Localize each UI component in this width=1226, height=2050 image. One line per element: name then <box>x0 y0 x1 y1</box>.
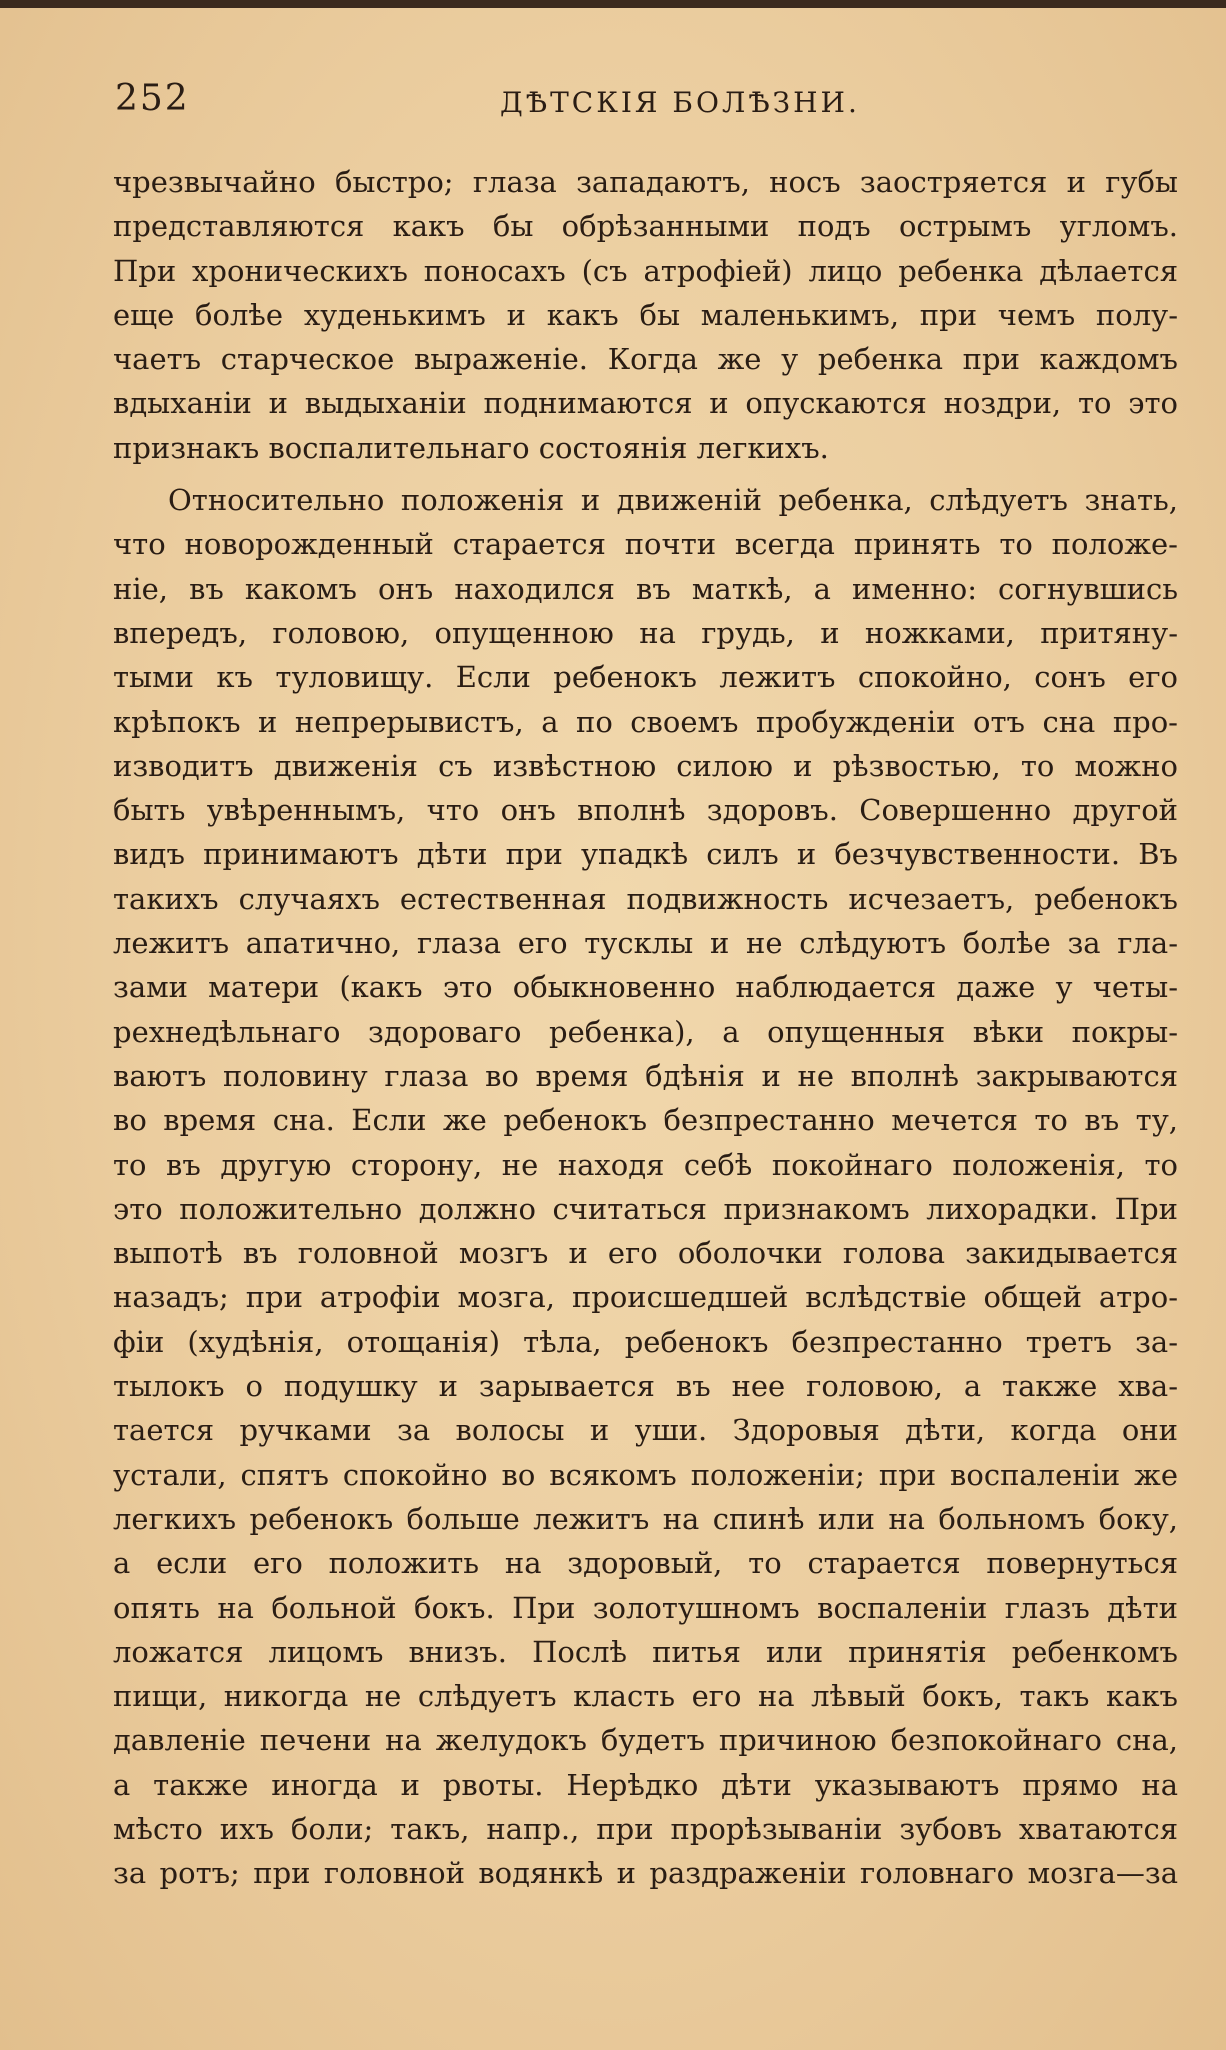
text-line: во время сна. Если же ребенокъ безпрестанно мечется то въ ту, <box>113 1103 1178 1138</box>
text-line: ніе, въ какомъ онъ находился въ маткѣ, а именно: согнувшись <box>113 571 1178 606</box>
text-line: чрезвычайно быстро; глаза западаютъ, носъ заостряется и губы <box>113 165 1178 199</box>
page-number: 252 <box>115 78 190 119</box>
text-line: ваютъ половину глаза во время бдѣнія и не вполнѣ закрываются <box>113 1058 1178 1093</box>
text-line: крѣпокъ и непрерывистъ, а по своемъ пробужденіи отъ сна про- <box>113 704 1178 739</box>
text-line: При хроническихъ поносахъ (съ атрофіей) лицо ребенка дѣлается <box>113 253 1178 288</box>
text-line: назадъ; при атрофіи мозга, происшедшей вслѣдствіе общей атро- <box>113 1280 1178 1315</box>
text-line: изводитъ движенія съ извѣстною силою и рѣзвостью, то можно <box>113 748 1178 783</box>
text-line: признакъ воспалительнаго состоянія легкихъ. <box>113 430 829 465</box>
paragraph-gap <box>113 470 1178 478</box>
text-line: выпотѣ въ головной мозгъ и его оболочки голова закидывается <box>113 1236 1178 1271</box>
text-line: пищи, никогда не слѣдуетъ класть его на лѣвый бокъ, такъ какъ <box>113 1679 1178 1714</box>
text-line: давленіе печени на желудокъ будетъ причиною безпокойнаго сна, <box>113 1723 1178 1758</box>
text-line: впередъ, головою, опущенною на грудь, и ножками, притяну- <box>113 615 1178 650</box>
text-line: устали, спятъ спокойно во всякомъ положеніи; при воспаленіи же <box>113 1457 1178 1492</box>
text-line: легкихъ ребенокъ больше лежитъ на спинѣ или на больномъ боку, <box>113 1501 1178 1536</box>
body-text <box>113 160 1178 1896</box>
text-line: еще болѣе худенькимъ и какъ бы маленькимъ, при чемъ полу- <box>113 297 1178 332</box>
text-line: быть увѣреннымъ, что онъ вполнѣ здоровъ. Совершенно другой <box>113 793 1178 828</box>
text-line: такихъ случаяхъ естественная подвижность исчезаетъ, ребенокъ <box>113 881 1178 916</box>
text-line: рехнедѣльнаго здороваго ребенка), а опущенныя вѣки покры- <box>113 1014 1178 1049</box>
text-line: это положительно должно считаться признакомъ лихорадки. При <box>113 1191 1178 1226</box>
text-line: ложатся лицомъ внизъ. Послѣ питья или принятія ребенкомъ <box>113 1634 1178 1669</box>
text-line: а также иногда и рвоты. Нерѣдко дѣти указываютъ прямо на <box>113 1767 1178 1802</box>
text-line: чаетъ старческое выраженіе. Когда же у ребенка при каждомъ <box>113 342 1178 377</box>
text-line: мѣсто ихъ боли; такъ, напр., при прорѣзываніи зубовъ хватаются <box>113 1811 1178 1846</box>
page-top-edge <box>0 0 1226 8</box>
text-line: тается ручками за волосы и уши. Здоровыя дѣти, когда они <box>113 1413 1178 1448</box>
text-line: то въ другую сторону, не находя себѣ покойнаго положенія, то <box>113 1147 1178 1182</box>
text-line: что новорожденный старается почти всегда принять то положе- <box>113 527 1178 562</box>
text-line: тылокъ о подушку и зарывается въ нее головою, а также хва- <box>113 1369 1178 1404</box>
running-title: ДѢТСКІЯ БОЛѢЗНИ. <box>500 86 860 119</box>
text-line: а если его положить на здоровый, то старается повернуться <box>113 1546 1178 1581</box>
text-line: тыми къ туловищу. Если ребенокъ лежитъ спокойно, сонъ его <box>113 660 1178 695</box>
page-header <box>115 78 1185 128</box>
text-line: видъ принимаютъ дѣти при упадкѣ силъ и безчувственности. Въ <box>113 837 1178 872</box>
text-line: за ротъ; при головной водянкѣ и раздраженіи головнаго мозга—за <box>113 1856 1178 1891</box>
text-line: Относительно положенія и движеній ребенка, слѣдуетъ знать, <box>168 483 1178 518</box>
text-line: лежитъ апатично, глаза его тусклы и не слѣдуютъ болѣе за гла- <box>113 926 1178 961</box>
text-line: фіи (худѣнія, отощанія) тѣла, ребенокъ безпрестанно третъ за- <box>113 1324 1178 1359</box>
text-line: зами матери (какъ это обыкновенно наблюдается даже у четы- <box>113 970 1178 1005</box>
text-line: представляются какъ бы обрѣзанными подъ острымъ угломъ. <box>113 209 1178 244</box>
text-line: опять на больной бокъ. При золотушномъ воспаленіи глазъ дѣти <box>113 1590 1178 1625</box>
text-line: вдыханіи и выдыханіи поднимаются и опускаются ноздри, то это <box>113 386 1178 421</box>
